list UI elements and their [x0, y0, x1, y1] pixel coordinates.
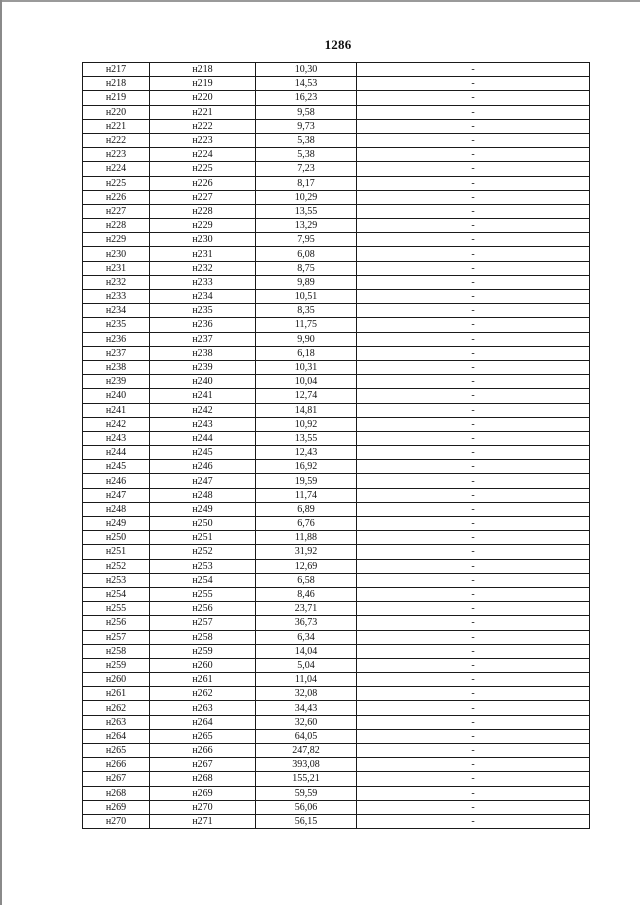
length-cell: 16,23: [256, 91, 357, 105]
from-point-cell: н231: [83, 261, 150, 275]
note-cell: -: [357, 701, 590, 715]
length-cell: 34,43: [256, 701, 357, 715]
to-point-cell: н259: [150, 644, 256, 658]
note-cell: -: [357, 290, 590, 304]
from-point-cell: н250: [83, 531, 150, 545]
from-point-cell: н258: [83, 644, 150, 658]
table-row: [83, 318, 590, 332]
note-cell: -: [357, 389, 590, 403]
to-point-cell: н264: [150, 715, 256, 729]
to-point-cell: н244: [150, 431, 256, 445]
to-point-cell: н253: [150, 559, 256, 573]
table-row: [83, 204, 590, 218]
table-row: [83, 772, 590, 786]
from-point-cell: н248: [83, 502, 150, 516]
note-cell: -: [357, 673, 590, 687]
length-cell: 6,18: [256, 346, 357, 360]
to-point-cell: н234: [150, 290, 256, 304]
length-cell: 11,04: [256, 673, 357, 687]
to-point-cell: н237: [150, 332, 256, 346]
to-point-cell: н222: [150, 119, 256, 133]
note-cell: -: [357, 403, 590, 417]
length-cell: 64,05: [256, 729, 357, 743]
from-point-cell: н218: [83, 77, 150, 91]
note-cell: -: [357, 247, 590, 261]
length-cell: 6,34: [256, 630, 357, 644]
length-cell: 10,29: [256, 190, 357, 204]
to-point-cell: н229: [150, 219, 256, 233]
from-point-cell: н256: [83, 616, 150, 630]
to-point-cell: н243: [150, 417, 256, 431]
note-cell: -: [357, 758, 590, 772]
table-row: [83, 91, 590, 105]
note-cell: -: [357, 744, 590, 758]
from-point-cell: н239: [83, 375, 150, 389]
length-cell: 13,29: [256, 219, 357, 233]
note-cell: -: [357, 517, 590, 531]
note-cell: -: [357, 63, 590, 77]
length-cell: 13,55: [256, 431, 357, 445]
table-row: [83, 247, 590, 261]
length-cell: 11,74: [256, 488, 357, 502]
table-row: [83, 219, 590, 233]
from-point-cell: н242: [83, 417, 150, 431]
table-row: [83, 431, 590, 445]
table-row: [83, 744, 590, 758]
from-point-cell: н226: [83, 190, 150, 204]
from-point-cell: н225: [83, 176, 150, 190]
table-row: [83, 701, 590, 715]
length-cell: 5,04: [256, 658, 357, 672]
length-cell: 10,31: [256, 360, 357, 374]
length-cell: 7,95: [256, 233, 357, 247]
length-cell: 6,89: [256, 502, 357, 516]
length-cell: 12,69: [256, 559, 357, 573]
to-point-cell: н255: [150, 587, 256, 601]
to-point-cell: н270: [150, 800, 256, 814]
length-cell: 19,59: [256, 474, 357, 488]
note-cell: -: [357, 786, 590, 800]
table-row: [83, 488, 590, 502]
note-cell: -: [357, 658, 590, 672]
table-row: [83, 715, 590, 729]
to-point-cell: н245: [150, 446, 256, 460]
from-point-cell: н217: [83, 63, 150, 77]
table-row: [83, 162, 590, 176]
note-cell: -: [357, 77, 590, 91]
to-point-cell: н227: [150, 190, 256, 204]
table-row: [83, 545, 590, 559]
table-row: [83, 403, 590, 417]
to-point-cell: н236: [150, 318, 256, 332]
to-point-cell: н263: [150, 701, 256, 715]
to-point-cell: н235: [150, 304, 256, 318]
from-point-cell: н269: [83, 800, 150, 814]
from-point-cell: н229: [83, 233, 150, 247]
table-row: [83, 602, 590, 616]
from-point-cell: н266: [83, 758, 150, 772]
note-cell: -: [357, 332, 590, 346]
to-point-cell: н266: [150, 744, 256, 758]
table-row: [83, 233, 590, 247]
note-cell: -: [357, 573, 590, 587]
from-point-cell: н263: [83, 715, 150, 729]
length-cell: 23,71: [256, 602, 357, 616]
from-point-cell: н247: [83, 488, 150, 502]
table-row: [83, 814, 590, 828]
from-point-cell: н221: [83, 119, 150, 133]
length-cell: 5,38: [256, 148, 357, 162]
from-point-cell: н262: [83, 701, 150, 715]
from-point-cell: н257: [83, 630, 150, 644]
length-cell: 13,55: [256, 204, 357, 218]
from-point-cell: н222: [83, 133, 150, 147]
from-point-cell: н253: [83, 573, 150, 587]
table-row: [83, 105, 590, 119]
table-row: [83, 729, 590, 743]
from-point-cell: н267: [83, 772, 150, 786]
table-row: [83, 616, 590, 630]
note-cell: -: [357, 602, 590, 616]
from-point-cell: н238: [83, 360, 150, 374]
from-point-cell: н270: [83, 814, 150, 828]
note-cell: -: [357, 219, 590, 233]
table-row: [83, 63, 590, 77]
to-point-cell: н223: [150, 133, 256, 147]
to-point-cell: н219: [150, 77, 256, 91]
table-row: [83, 800, 590, 814]
to-point-cell: н250: [150, 517, 256, 531]
length-cell: 9,73: [256, 119, 357, 133]
note-cell: -: [357, 261, 590, 275]
from-point-cell: н240: [83, 389, 150, 403]
table-row: [83, 502, 590, 516]
note-cell: -: [357, 772, 590, 786]
note-cell: -: [357, 91, 590, 105]
note-cell: -: [357, 375, 590, 389]
to-point-cell: н221: [150, 105, 256, 119]
from-point-cell: н233: [83, 290, 150, 304]
from-point-cell: н254: [83, 587, 150, 601]
length-cell: 14,53: [256, 77, 357, 91]
from-point-cell: н252: [83, 559, 150, 573]
from-point-cell: н260: [83, 673, 150, 687]
length-cell: 6,08: [256, 247, 357, 261]
length-cell: 14,04: [256, 644, 357, 658]
to-point-cell: н258: [150, 630, 256, 644]
note-cell: -: [357, 162, 590, 176]
table-row: [83, 587, 590, 601]
from-point-cell: н236: [83, 332, 150, 346]
page-number: 1286: [324, 37, 352, 52]
note-cell: -: [357, 204, 590, 218]
note-cell: -: [357, 460, 590, 474]
to-point-cell: н267: [150, 758, 256, 772]
from-point-cell: н264: [83, 729, 150, 743]
from-point-cell: н241: [83, 403, 150, 417]
table-row: [83, 573, 590, 587]
length-cell: 11,88: [256, 531, 357, 545]
to-point-cell: н233: [150, 275, 256, 289]
length-cell: 8,75: [256, 261, 357, 275]
table-row: [83, 375, 590, 389]
table-row: [83, 346, 590, 360]
scan-left-edge: [0, 0, 2, 905]
table-row: [83, 658, 590, 672]
length-cell: 14,81: [256, 403, 357, 417]
note-cell: -: [357, 630, 590, 644]
to-point-cell: н248: [150, 488, 256, 502]
length-cell: 10,30: [256, 63, 357, 77]
note-cell: -: [357, 502, 590, 516]
note-cell: -: [357, 616, 590, 630]
to-point-cell: н241: [150, 389, 256, 403]
from-point-cell: н249: [83, 517, 150, 531]
from-point-cell: н243: [83, 431, 150, 445]
table-row: [83, 460, 590, 474]
to-point-cell: н225: [150, 162, 256, 176]
to-point-cell: н230: [150, 233, 256, 247]
to-point-cell: н220: [150, 91, 256, 105]
note-cell: -: [357, 531, 590, 545]
from-point-cell: н246: [83, 474, 150, 488]
length-cell: 32,60: [256, 715, 357, 729]
to-point-cell: н269: [150, 786, 256, 800]
length-cell: 6,76: [256, 517, 357, 531]
to-point-cell: н239: [150, 360, 256, 374]
length-cell: 9,58: [256, 105, 357, 119]
length-cell: 155,21: [256, 772, 357, 786]
from-point-cell: н228: [83, 219, 150, 233]
table-row: [83, 644, 590, 658]
note-cell: -: [357, 318, 590, 332]
table-row: [83, 687, 590, 701]
from-point-cell: н235: [83, 318, 150, 332]
note-cell: -: [357, 545, 590, 559]
note-cell: -: [357, 644, 590, 658]
note-cell: -: [357, 814, 590, 828]
to-point-cell: н242: [150, 403, 256, 417]
to-point-cell: н232: [150, 261, 256, 275]
note-cell: -: [357, 346, 590, 360]
note-cell: -: [357, 176, 590, 190]
length-cell: 10,92: [256, 417, 357, 431]
from-point-cell: н223: [83, 148, 150, 162]
table-row: [83, 190, 590, 204]
to-point-cell: н261: [150, 673, 256, 687]
note-cell: -: [357, 687, 590, 701]
from-point-cell: н227: [83, 204, 150, 218]
table-row: [83, 531, 590, 545]
length-cell: 12,43: [256, 446, 357, 460]
note-cell: -: [357, 133, 590, 147]
to-point-cell: н247: [150, 474, 256, 488]
note-cell: -: [357, 559, 590, 573]
to-point-cell: н256: [150, 602, 256, 616]
from-point-cell: н220: [83, 105, 150, 119]
note-cell: -: [357, 474, 590, 488]
table-row: [83, 517, 590, 531]
table-row: [83, 758, 590, 772]
to-point-cell: н218: [150, 63, 256, 77]
note-cell: -: [357, 587, 590, 601]
from-point-cell: н255: [83, 602, 150, 616]
to-point-cell: н260: [150, 658, 256, 672]
length-cell: 31,92: [256, 545, 357, 559]
from-point-cell: н244: [83, 446, 150, 460]
table-row: [83, 332, 590, 346]
length-cell: 9,89: [256, 275, 357, 289]
length-cell: 7,23: [256, 162, 357, 176]
note-cell: -: [357, 446, 590, 460]
note-cell: -: [357, 190, 590, 204]
note-cell: -: [357, 729, 590, 743]
note-cell: -: [357, 275, 590, 289]
note-cell: -: [357, 431, 590, 445]
to-point-cell: н252: [150, 545, 256, 559]
table-row: [83, 133, 590, 147]
boundary-points-table: [82, 62, 590, 829]
table-row: [83, 417, 590, 431]
from-point-cell: н234: [83, 304, 150, 318]
length-cell: 8,46: [256, 587, 357, 601]
from-point-cell: н251: [83, 545, 150, 559]
table-row: [83, 275, 590, 289]
from-point-cell: н237: [83, 346, 150, 360]
table-row: [83, 389, 590, 403]
length-cell: 247,82: [256, 744, 357, 758]
table-row: [83, 559, 590, 573]
note-cell: -: [357, 488, 590, 502]
from-point-cell: н268: [83, 786, 150, 800]
length-cell: 10,04: [256, 375, 357, 389]
length-cell: 16,92: [256, 460, 357, 474]
length-cell: 10,51: [256, 290, 357, 304]
table-row: [83, 261, 590, 275]
length-cell: 8,35: [256, 304, 357, 318]
to-point-cell: н249: [150, 502, 256, 516]
to-point-cell: н246: [150, 460, 256, 474]
table-row: [83, 446, 590, 460]
length-cell: 9,90: [256, 332, 357, 346]
to-point-cell: н226: [150, 176, 256, 190]
to-point-cell: н238: [150, 346, 256, 360]
to-point-cell: н254: [150, 573, 256, 587]
table-row: [83, 304, 590, 318]
scan-top-edge: [0, 0, 640, 2]
length-cell: 59,59: [256, 786, 357, 800]
note-cell: -: [357, 715, 590, 729]
table-row: [83, 176, 590, 190]
note-cell: -: [357, 148, 590, 162]
length-cell: 5,38: [256, 133, 357, 147]
length-cell: 36,73: [256, 616, 357, 630]
to-point-cell: н257: [150, 616, 256, 630]
from-point-cell: н261: [83, 687, 150, 701]
to-point-cell: н240: [150, 375, 256, 389]
to-point-cell: н265: [150, 729, 256, 743]
table-row: [83, 148, 590, 162]
table-body: [83, 63, 590, 829]
from-point-cell: н224: [83, 162, 150, 176]
from-point-cell: н245: [83, 460, 150, 474]
length-cell: 56,06: [256, 800, 357, 814]
note-cell: -: [357, 105, 590, 119]
table-row: [83, 119, 590, 133]
note-cell: -: [357, 304, 590, 318]
length-cell: 32,08: [256, 687, 357, 701]
table-row: [83, 630, 590, 644]
length-cell: 8,17: [256, 176, 357, 190]
to-point-cell: н224: [150, 148, 256, 162]
note-cell: -: [357, 360, 590, 374]
table-row: [83, 673, 590, 687]
note-cell: -: [357, 800, 590, 814]
to-point-cell: н251: [150, 531, 256, 545]
to-point-cell: н271: [150, 814, 256, 828]
to-point-cell: н228: [150, 204, 256, 218]
length-cell: 393,08: [256, 758, 357, 772]
to-point-cell: н231: [150, 247, 256, 261]
table-row: [83, 77, 590, 91]
from-point-cell: н230: [83, 247, 150, 261]
table-row: [83, 290, 590, 304]
length-cell: 11,75: [256, 318, 357, 332]
table-row: [83, 786, 590, 800]
from-point-cell: н259: [83, 658, 150, 672]
table-row: [83, 474, 590, 488]
note-cell: -: [357, 233, 590, 247]
length-cell: 12,74: [256, 389, 357, 403]
note-cell: -: [357, 119, 590, 133]
length-cell: 6,58: [256, 573, 357, 587]
from-point-cell: н265: [83, 744, 150, 758]
length-cell: 56,15: [256, 814, 357, 828]
to-point-cell: н262: [150, 687, 256, 701]
table-row: [83, 360, 590, 374]
note-cell: -: [357, 417, 590, 431]
from-point-cell: н219: [83, 91, 150, 105]
from-point-cell: н232: [83, 275, 150, 289]
to-point-cell: н268: [150, 772, 256, 786]
